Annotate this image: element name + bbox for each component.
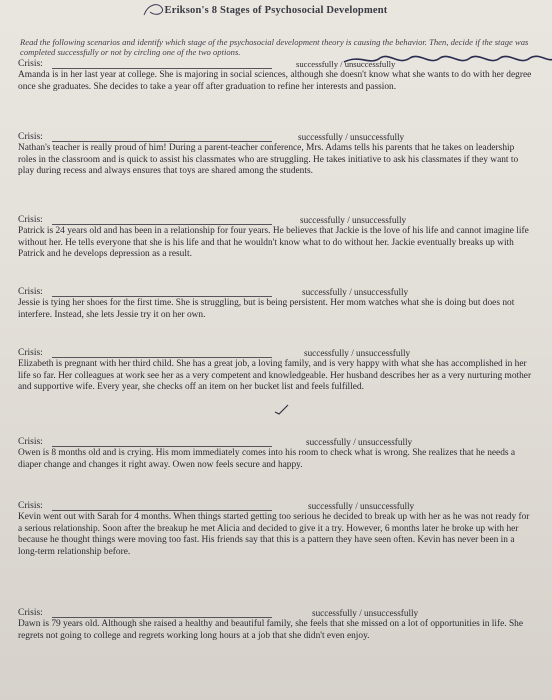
crisis-answer-field[interactable] — [52, 438, 272, 447]
success-choice[interactable]: successfully / unsuccessfully — [306, 437, 413, 447]
crisis-label: Crisis: — [18, 501, 43, 511]
success-choice[interactable]: successfully / unsuccessfully — [304, 348, 411, 358]
crisis-label: Crisis: — [18, 59, 43, 69]
pen-mark-icon — [274, 403, 290, 415]
scenario-1 — [18, 58, 534, 93]
crisis-label: Crisis: — [18, 132, 43, 142]
crisis-label: Crisis: — [18, 437, 43, 447]
scenario-7 — [18, 500, 534, 558]
crisis-answer-field[interactable] — [52, 349, 272, 358]
success-choice[interactable]: successfully / unsuccessfully — [300, 215, 407, 225]
crisis-label: Crisis: — [18, 348, 43, 358]
crisis-answer-field[interactable] — [52, 60, 272, 69]
scenario-text: Amanda is in her last year at college. She is majoring in social sciences, although she doesn't know what she wants to do with her degree once she graduates. She decides to take a year off after graduation to refine her interests and passion. — [18, 70, 532, 92]
crisis-label: Crisis: — [18, 215, 43, 225]
scenario-text: Nathan's teacher is really proud of him! During a parent-teacher conference, Mrs. Adams tells his parents that he takes on leadership roles in the classroom and is quick to assist his classmates who are struggling. He takes initiative to ask his classmates if they want to play during recess and always ensures that toys are shared among the students. — [18, 143, 519, 176]
instructions: Read the following scenarios and identify which stage of the psychosocial development theory is causing the behavior. Then, decide if the stage was completed successfully or not by circling one of the two options. — [20, 36, 529, 57]
scenario-5 — [18, 347, 534, 394]
crisis-answer-field[interactable] — [52, 502, 272, 511]
scenario-text: Jessie is tying her shoes for the first time. She is struggling, but is being persistent. Her mom watches what she is doing but does not interfere. Instead, she lets Jessie try it on her own. — [18, 298, 515, 320]
scenario-text: Owen is 8 months old and is crying. His mom immediately comes into his room to check what is wrong. She realizes that he needs a diaper change and changes it right away. Owen now feels secure and happy. — [18, 448, 516, 470]
crisis-answer-field[interactable] — [52, 216, 272, 225]
scenario-text: Dawn is 79 years old. Although she raised a healthy and beautiful family, she feels that she missed on a lot of opportunities in life. She regrets not going to college and regrets working long hours at a job that she didn't even enjoy. — [18, 619, 524, 641]
crisis-label: Crisis: — [18, 608, 43, 618]
scenario-4 — [18, 286, 534, 321]
crisis-answer-field[interactable] — [52, 133, 272, 142]
success-choice[interactable]: successfully / unsuccessfully — [312, 608, 419, 618]
page-title: Erikson's 8 Stages of Psychosocial Development — [164, 5, 388, 16]
crisis-label: Crisis: — [18, 287, 43, 297]
scenario-2 — [18, 131, 534, 178]
scenario-text: Elizabeth is pregnant with her third child. She has a great job, a loving family, and is very happy with what she has accomplished in her life so far. Her colleagues at work see her as a very competent and knowledgeable. Her husband describes her as a very nurturing mother and supportive wife. Every year, she checks off an item on her bucket list and feels fulfilled. — [18, 359, 532, 392]
scenario-text: Patrick is 24 years old and has been in a relationship for four years. He believes that Jackie is the love of his life and cannot imagine life without her. He tells everyone that she is his life and that he wouldn't know what to do without her. Jackie eventually breaks up with Patrick and he develops depression as a result. — [18, 226, 529, 259]
success-choice[interactable]: successfully / unsuccessfully — [302, 287, 409, 297]
scenario-8 — [18, 607, 534, 642]
scenario-6 — [18, 436, 534, 471]
success-choice[interactable]: successfully / unsuccessfully — [308, 501, 415, 511]
scenario-text: Kevin went out with Sarah for 4 months. When things started getting too serious he decided to break up with her as he was not ready for a serious relationship. Soon after the breakup he met Alicia and decided to give it a try. However, 6 months later he broke up with her because he thought things were moving too fast. His friends say that this is a pattern they have seen often. Kevin has never been in a long-term relationship before. — [18, 512, 530, 557]
success-choice[interactable]: successfully / unsuccessfully — [298, 132, 405, 142]
crisis-answer-field[interactable] — [52, 609, 272, 618]
success-choice[interactable]: successfully / unsuccessfully — [296, 59, 396, 69]
scenario-3 — [18, 214, 534, 261]
crisis-answer-field[interactable] — [52, 288, 272, 297]
circled-scribble-icon — [340, 52, 552, 68]
